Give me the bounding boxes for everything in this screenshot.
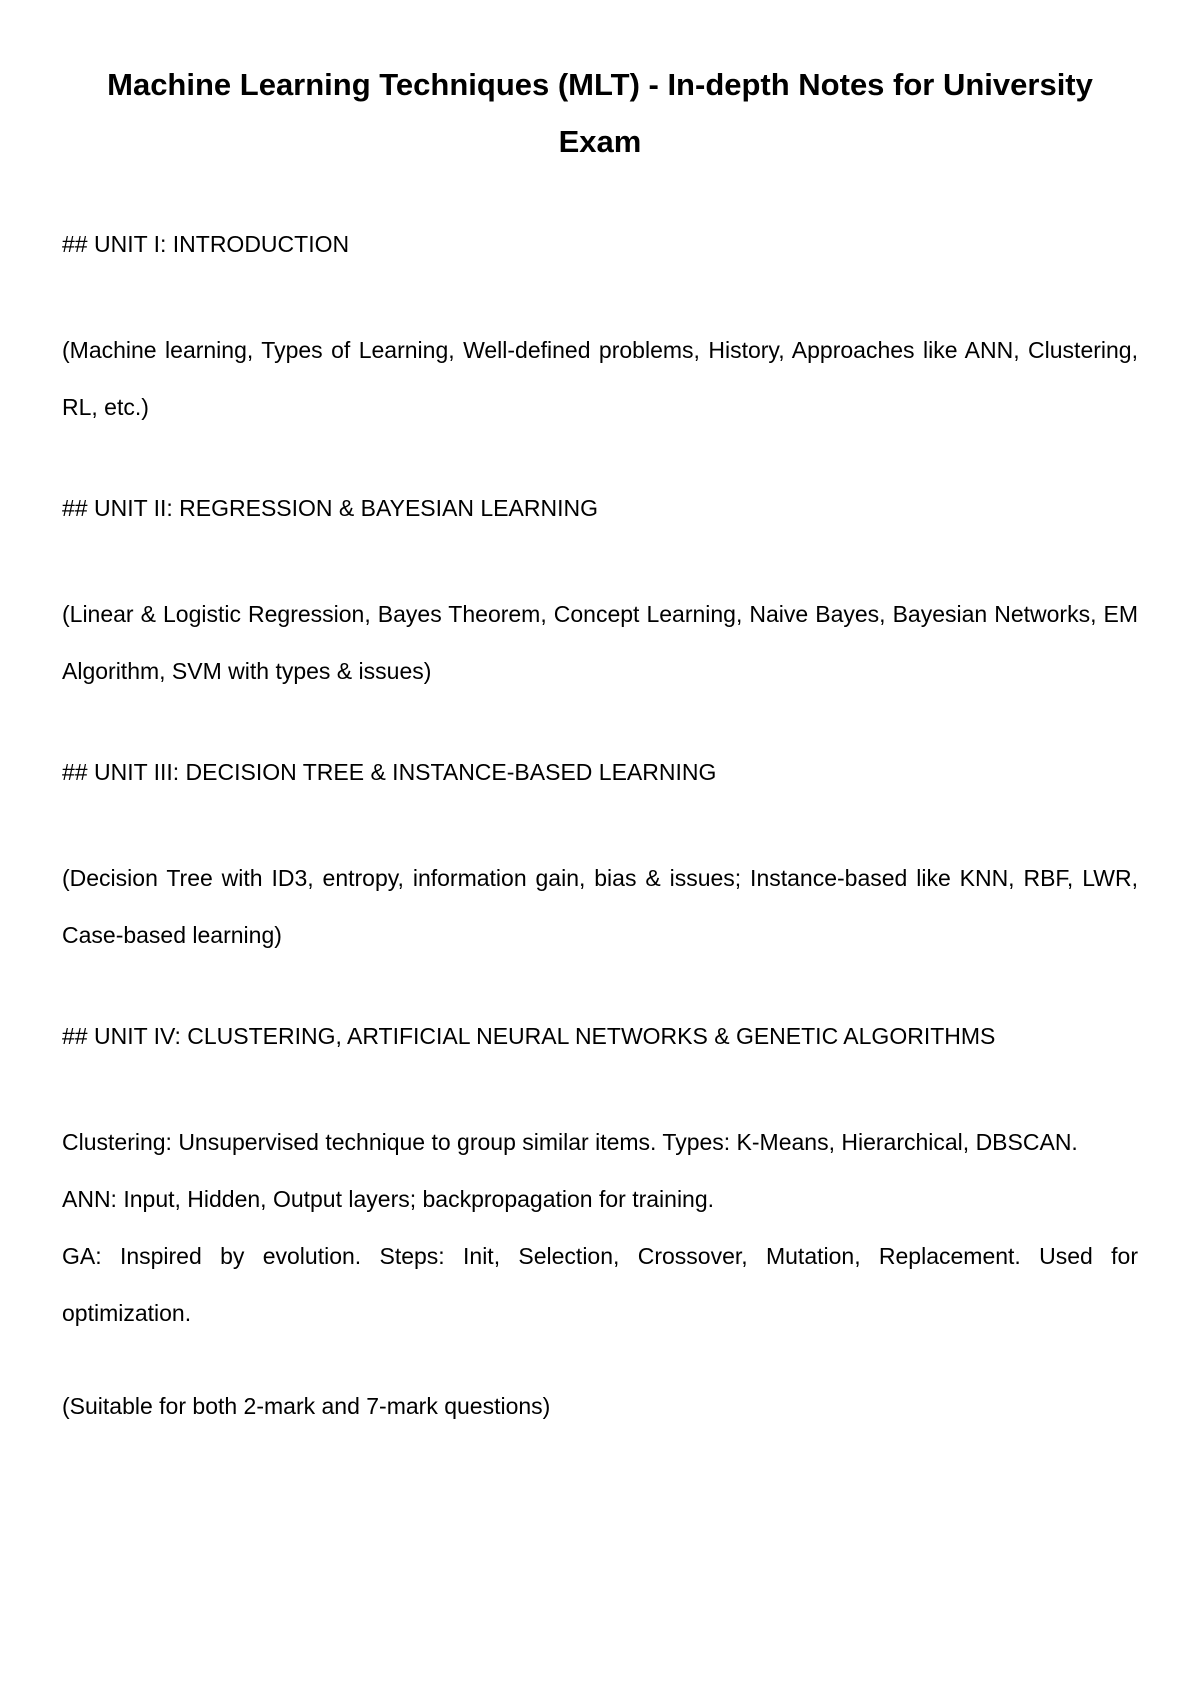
unit-2-description: (Linear & Logistic Regression, Bayes Theorem, Concept Learning, Naive Bayes, Bayesian Networks, EM Algorithm, SVM with types & issues)	[62, 601, 1138, 684]
footer-note: (Suitable for both 2-mark and 7-mark questions)	[62, 1393, 551, 1419]
document-title: Machine Learning Techniques (MLT) - In-depth Notes for University Exam	[107, 67, 1093, 159]
unit-4-heading: ## UNIT IV: CLUSTERING, ARTIFICIAL NEURAL NETWORKS & GENETIC ALGORITHMS	[62, 1023, 996, 1049]
ann-note: ANN: Input, Hidden, Output layers; backpropagation for training.	[62, 1186, 715, 1212]
clustering-note: Clustering: Unsupervised technique to group similar items. Types: K-Means, Hierarchical, DBSCAN.	[62, 1129, 1078, 1155]
unit-2-heading: ## UNIT II: REGRESSION & BAYESIAN LEARNING	[62, 495, 598, 521]
unit-1-description: (Machine learning, Types of Learning, Well-defined problems, History, Approaches like ANN, Clustering, RL, etc.)	[62, 337, 1138, 420]
ga-note: GA: Inspired by evolution. Steps: Init, Selection, Crossover, Mutation, Replacement. Used for optimization.	[62, 1243, 1138, 1326]
unit-3-heading: ## UNIT III: DECISION TREE & INSTANCE-BASED LEARNING	[62, 759, 717, 785]
unit-4-notes	[62, 1114, 1138, 1342]
unit-3-description: (Decision Tree with ID3, entropy, information gain, bias & issues; Instance-based like KNN, RBF, LWR, Case-based learning)	[62, 865, 1138, 948]
unit-1-heading: ## UNIT I: INTRODUCTION	[62, 231, 350, 257]
